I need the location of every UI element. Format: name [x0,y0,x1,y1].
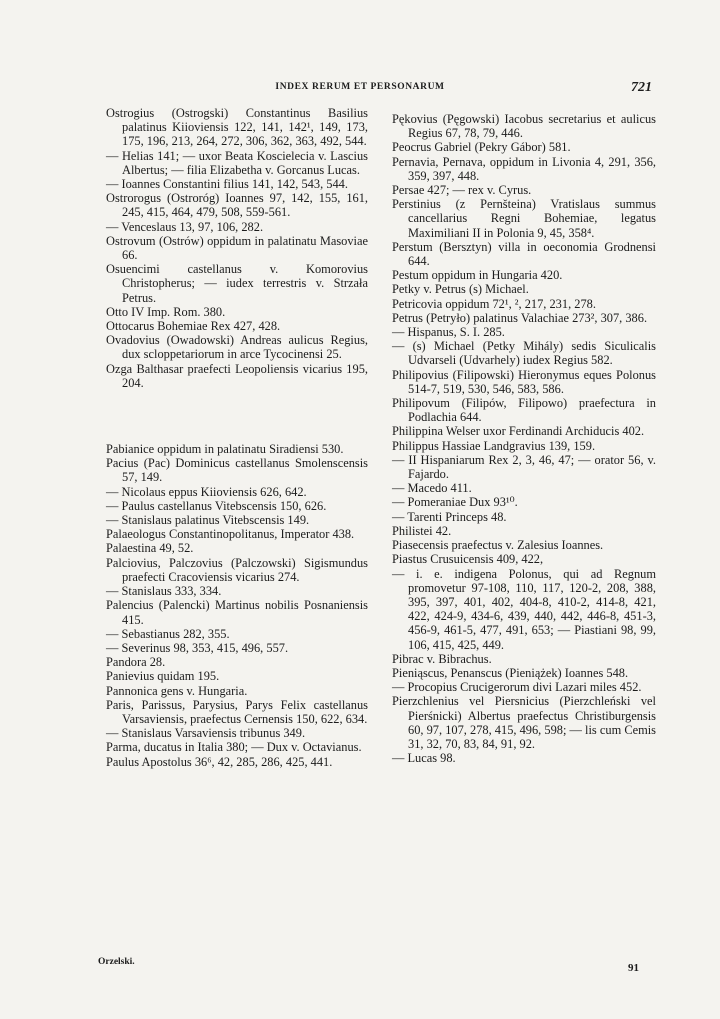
index-entry: — Venceslaus 13, 97, 106, 282. [106,219,264,234]
index-entry: Philipovius (Filipowski) Hieronymus eques Polonus 514-7, 519, 530, 546, 583, 586. [392,367,656,396]
index-entry: Palencius (Palencki) Martinus nobilis Posnaniensis 415. [106,598,368,627]
footer-signature: 91 [628,962,639,974]
index-entry: Palciovius, Palczovius (Palczowski) Sigismundus praefecti Cracoviensis vicarius 274. [106,555,368,584]
left-column [106,106,368,769]
index-entry: — Tarenti Princeps 48. [392,509,507,524]
index-entry: Paulus Apostolus 36⁶, 42, 285, 286, 425, 441. [106,754,333,769]
index-entry: Osuencimi castellanus v. Komorovius Christopherus; — iudex terrestris v. Strzała Petrus. [106,262,368,305]
index-entry: Persae 427; — rex v. Cyrus. [392,183,532,198]
index-entry: — Nicolaus eppus Kiioviensis 626, 642. [106,484,307,499]
index-entry: Pestum oppidum in Hungaria 420. [392,268,563,283]
index-entry: Otto IV Imp. Rom. 380. [106,304,226,319]
index-entry: Pannonica gens v. Hungaria. [106,683,248,698]
index-entry: Ozga Balthasar praefecti Leopoliensis vicarius 195, 204. [106,361,368,390]
running-title: INDEX RERUM ET PERSONARUM [275,82,445,92]
index-entry: Piastus Crusuicensis 409, 422, [392,552,544,567]
index-entry: — Severinus 98, 353, 415, 496, 557. [106,640,289,655]
section-o-entries [106,106,368,390]
index-entry: — Macedo 411. [392,481,472,496]
section-p-entries [106,442,368,769]
index-entry: Ostrovum (Ostrów) oppidum in palatinatu Masoviae 66. [106,233,368,263]
index-entry: Pieniąscus, Penanscus (Pieniążek) Ioannes 548. [392,665,629,680]
index-entry: Perstinius (z Pernšteina) Vratislaus summus cancellarius Regni Bohemiae, legatus Maximiliani II in Polonia 9, 45, 358⁴. [392,197,656,240]
index-entry: Piasecensis praefectus v. Zalesius Ioannes. [392,538,604,553]
footer-author: Orzelski. [98,957,135,967]
index-entry: — Lucas 98. [392,751,456,766]
index-entry: Palaestina 49, 52. [106,541,194,556]
index-entry: Philipovum (Filipów, Filipowo) praefectura in Podlachia 644. [392,396,656,425]
index-entry: — Stanislaus palatinus Vitebscensis 149. [106,513,310,528]
index-entry: — Ioannes Constantini filius 141, 142, 543, 544. [106,177,348,192]
index-entry: Parma, ducatus in Italia 380; — Dux v. Octavianus. [106,740,362,755]
index-entry: Perstum (Bersztyn) villa in oeconomia Grodnensi 644. [392,239,656,269]
index-entry: Philippina Welser uxor Ferdinandi Archiducis 402. [392,424,645,439]
index-entry: Pandora 28. [106,655,166,670]
index-entry: Ostrorogus (Ostroróg) Ioannes 97, 142, 155, 161, 245, 415, 464, 479, 508, 559-561. [106,191,368,220]
index-entry: Pibrac v. Bibrachus. [392,651,492,666]
index-entry: Palaeologus Constantinopolitanus, Imperator 438. [106,527,355,542]
index-entry: Pacius (Pac) Dominicus castellanus Smolenscensis 57, 149. [106,456,368,485]
index-entry: Philippus Hassiae Landgravius 139, 159. [392,438,596,453]
page-number: 721 [631,80,652,95]
index-entry: — II Hispaniarum Rex 2, 3, 46, 47; — orator 56, v. Fajardo. [392,452,656,482]
index-entry: — Procopius Crucigerorum divi Lazari miles 452. [392,680,642,695]
index-entry: Pękovius (Pęgowski) Iacobus secretarius et aulicus Regius 67, 78, 79, 446. [392,112,656,141]
index-entry: — Stanislaus Varsaviensis tribunus 349. [106,726,306,741]
index-entry: Ottocarus Bohemiae Rex 427, 428. [106,319,281,334]
index-entry: — Stanislaus 333, 334. [106,584,222,599]
section-gap [106,390,368,442]
index-entry: Philistei 42. [392,523,452,538]
index-entry: Pernavia, Pernava, oppidum in Livonia 4, 291, 356, 359, 397, 448. [392,154,656,183]
index-entry: — (s) Michael (Petky Mihály) sedis Siculicalis Udvarseli (Udvarhely) iudex Regius 582. [392,339,656,368]
index-entry: Petky v. Petrus (s) Michael. [392,282,529,297]
index-entry: Ostrogius (Ostrogski) Constantinus Basilius palatinus Kiioviensis 122, 141, 142¹, 149, 173, 175, 196, 213, 264, 272, 306, 362, 363, 492, 544. [106,106,368,149]
index-entry: Peocrus Gabriel (Pekry Gábor) 581. [392,140,571,155]
index-entry: Petrus (Petryło) palatinus Valachiae 273², 307, 386. [392,310,648,325]
index-entry: Paris, Parissus, Parysius, Parys Felix castellanus Varsaviensis, praefectus Cernensis 150, 622, 634. [106,697,368,726]
index-entry: — i. e. indigena Polonus, qui ad Regnum promovetur 97-108, 110, 117, 120-2, 208, 388, 395, 397, 401, 402, 404-8, 410-2, 414-8, 421, 422, 424-9, 434-6, 439, 440, 442, 446-8, 451-3, 456-9, 461-5, 477, 491, 653; — Piastiani 98, 99, 106, 415, 425, 449. [392,566,656,652]
index-entry: — Pomeraniae Dux 93¹⁰. [392,495,518,510]
index-entry: — Paulus castellanus Vitebscensis 150, 626. [106,498,327,513]
index-entry: Panievius quidam 195. [106,669,220,684]
index-entry: Ovadovius (Owadowski) Andreas aulicus Regius, dux scloppetariorum in arce Tycocinensi 25. [106,333,368,362]
right-column [392,112,656,765]
index-entry: Petricovia oppidum 72¹, ², 217, 231, 278. [392,296,596,311]
index-entry: Pabianice oppidum in palatinatu Siradiensi 530. [106,442,344,457]
index-entry: — Helias 141; — uxor Beata Koscielecia v. Lascius Albertus; — filia Elizabetha v. Gorcanus Lucas. [106,148,368,177]
index-entry: — Hispanus, S. I. 285. [392,325,505,340]
index-entry: Pierzchlenius vel Piersnicius (Pierzchleński vel Pierśnicki) Albertus praefectus Christiburgensis 60, 97, 107, 278, 415, 496, 598; — lis cum Cemis 31, 32, 70, 83, 84, 91, 92. [392,694,656,751]
index-entry: — Sebastianus 282, 355. [106,626,230,641]
